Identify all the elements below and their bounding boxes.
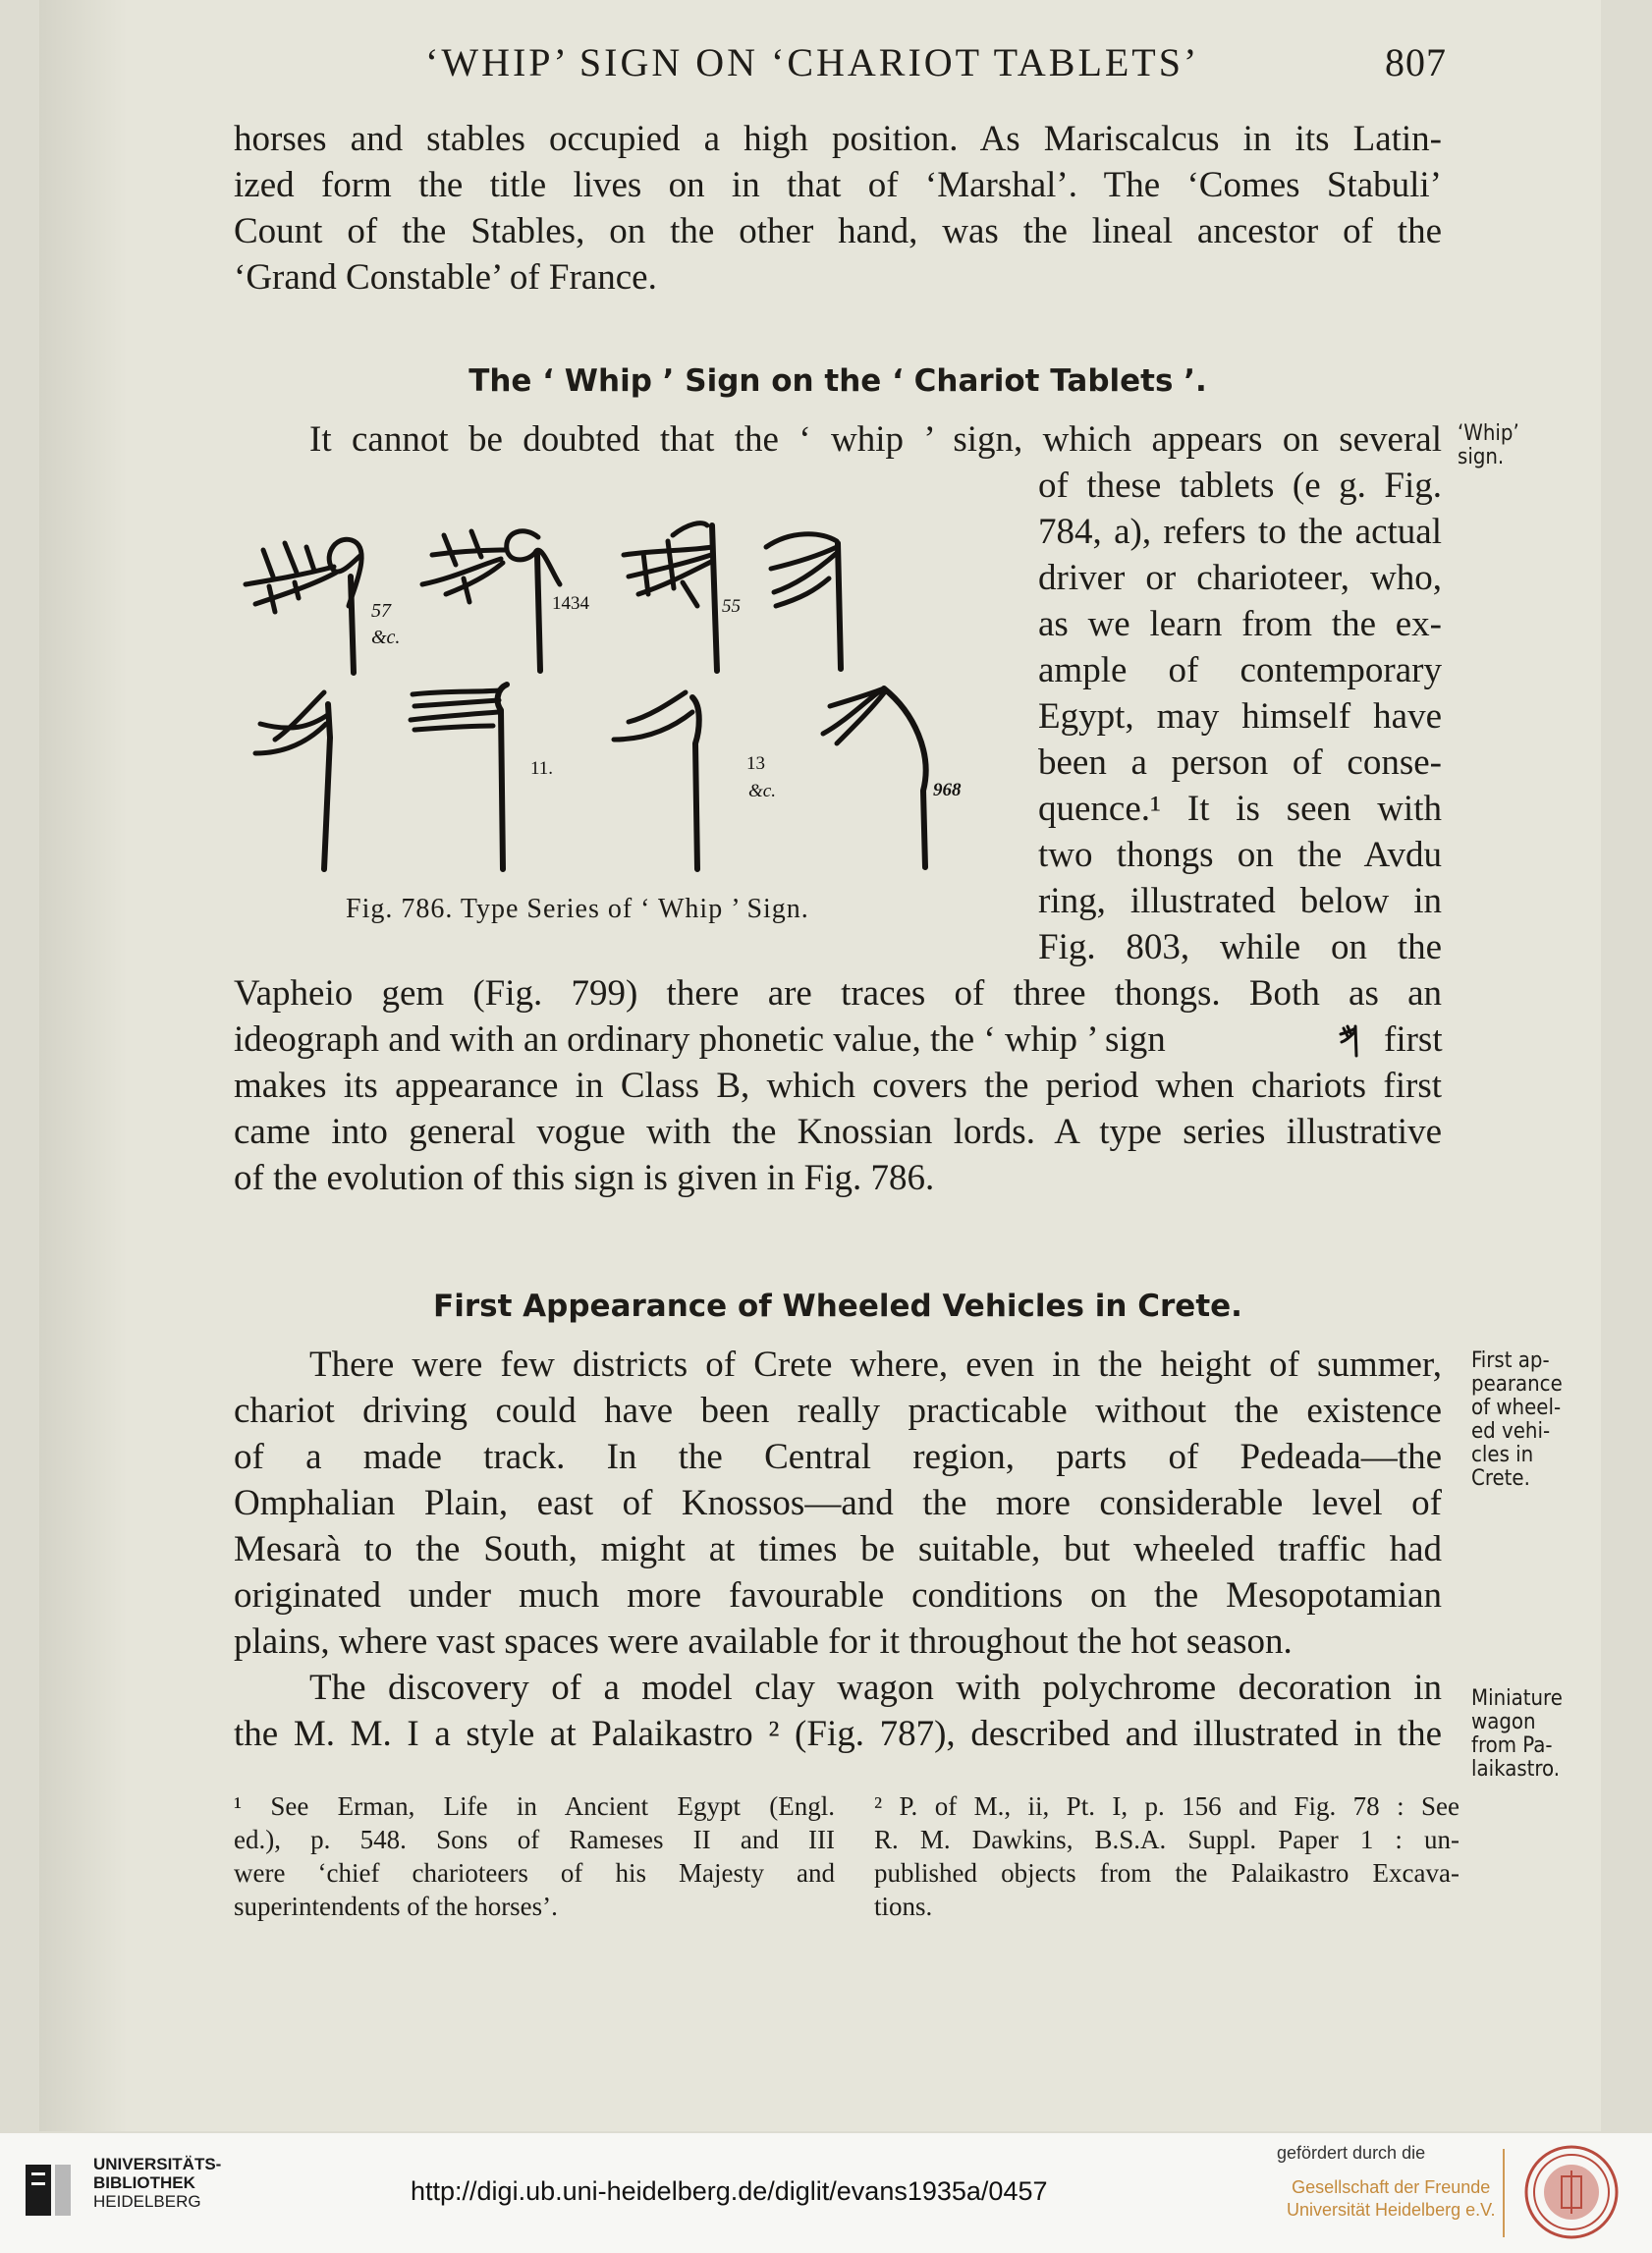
margin-note-whip: ‘Whip’ sign.: [1458, 421, 1519, 469]
fig-label: 55: [722, 596, 741, 617]
whip-sign-1434: [422, 531, 560, 671]
whip-sign-glyph-icon: [1338, 1022, 1367, 1058]
society-name: Gesellschaft der Freunde Universität Heidelberg e.V.: [1287, 2177, 1496, 2220]
library-logo-icon: [20, 2161, 79, 2220]
margin-note-wheeled: First ap- pearance of wheel- ed vehi- cles in Crete.: [1471, 1348, 1563, 1491]
fig-label: 968: [933, 780, 962, 800]
text-line: ‘Grand Constable’ of France.: [234, 257, 657, 298]
fig-label: &c.: [371, 627, 401, 648]
figure-caption: Fig. 786. Type Series of ‘ Whip ’ Sign.: [346, 894, 809, 924]
whip-sign-55: [624, 523, 717, 671]
fig-label: 11.: [530, 758, 554, 779]
running-head: [425, 39, 1447, 85]
footnote-2: ² P. of M., ii, Pt. I, p. 156 and Fig. 78 : See R. M. Dawkins, B.S.A. Suppl. Paper 1 : un- published objects from the Palaikastro Excava- tions.: [874, 1791, 1459, 1921]
text-line-with-glyph: ideograph and with an ordinary phonetic value, the ‘ whip ’ sign first: [234, 1019, 1443, 1060]
whip-narrow-column: of these tablets (e g. Fig. 784, a), refers to the actual driver or charioteer, who, as we learn from the ex- ample of contemporary Egypt, may himself have been a person of conse- quence.¹ It is seen with two thongs on the Avdu ring, illustrated below in Fig. 803, while on the: [1038, 466, 1442, 967]
figure-786: [236, 496, 1021, 889]
section-heading-wheeled: First Appearance of Wheeled Vehicles in Crete.: [433, 1289, 1242, 1324]
whip-sign-5: [255, 692, 330, 869]
fig-label: 1434: [552, 593, 589, 614]
whip-sign-4: [766, 534, 841, 669]
page-number: 807: [1385, 40, 1447, 84]
university-seal-icon: [1522, 2143, 1621, 2241]
whip-sign-57: [246, 539, 361, 673]
margin-note-wagon: Miniature wagon from Pa- laikastro.: [1471, 1686, 1563, 1782]
text-line: horses and stables occupied a high position. As Mariscalcus in its Latin-: [234, 119, 1442, 159]
funded-by-label: gefördert durch die: [1277, 2143, 1426, 2163]
intro-paragraph: [234, 116, 1442, 301]
whip-sign-13: [614, 692, 699, 869]
fig-label: &c.: [748, 781, 776, 801]
fig-label: 57: [371, 600, 391, 622]
wheeled-paragraph: There were few districts of Crete where, even in the height of summer, chariot driving could have been really practicable without the existence of a made track. In the Central region, parts of Pedeada—the Omphalian Plain, east of Knossos—and the more considerable level of Mesarà to the South, might at times be suitable, but wheeled traffic had originated under much more favourable conditions on the Mesopotamian plains, where vast spaces were available for it throughout the hot season. The discovery of a model clay wagon with polychrome decoration in the M. M. I a style at Palaikastro ² (Fig. 787), described and illustrated in the: [234, 1345, 1442, 1754]
whip-first-line: It cannot be doubted that the ‘ whip ’ sign, which appears on several: [309, 419, 1442, 460]
source-url-link[interactable]: http://digi.ub.uni-heidelberg.de/diglit/evans1935a/0457: [411, 2176, 1048, 2206]
whip-sign-series-drawing: [236, 496, 1021, 889]
fig-label: 13: [746, 753, 765, 774]
text-line: Count of the Stables, on the other hand, was the lineal ancestor of the: [234, 211, 1442, 251]
running-head-title: ‘WHIP’ SIGN ON ‘CHARIOT TABLETS’: [425, 40, 1200, 84]
footnote-1: ¹ See Erman, Life in Ancient Egypt (Engl. ed.), p. 548. Sons of Rameses II and III were ‘chief charioteers of his Majesty and superintendents of the horses’.: [234, 1791, 835, 1921]
whip-sign-11: [411, 685, 507, 869]
page-gutter-shadow: [39, 0, 128, 2131]
library-name: UNIVERSITÄTS- BIBLIOTHEK HEIDELBERG: [93, 2155, 222, 2211]
whip-sign-968: [823, 688, 926, 867]
section-heading-whip: The ‘ Whip ’ Sign on the ‘ Chariot Tablets ’.: [468, 363, 1207, 399]
whip-after-figure: Vapheio gem (Fig. 799) there are traces of three thongs. Both as an ideograph and with an ordinary phonetic value, the ‘ whip ’ sign first makes its appearance in Class B, which covers the period when chariots first came into general vogue with the Knossian lords. A type series illustrative of the evolution of this sign is given in Fig. 786.: [234, 973, 1443, 1198]
digitization-footer: [0, 2133, 1652, 2253]
footer-divider: [1503, 2149, 1505, 2237]
text-line: ized form the title lives on in that of ‘Marshal’. The ‘Comes Stabuli’: [234, 165, 1442, 205]
